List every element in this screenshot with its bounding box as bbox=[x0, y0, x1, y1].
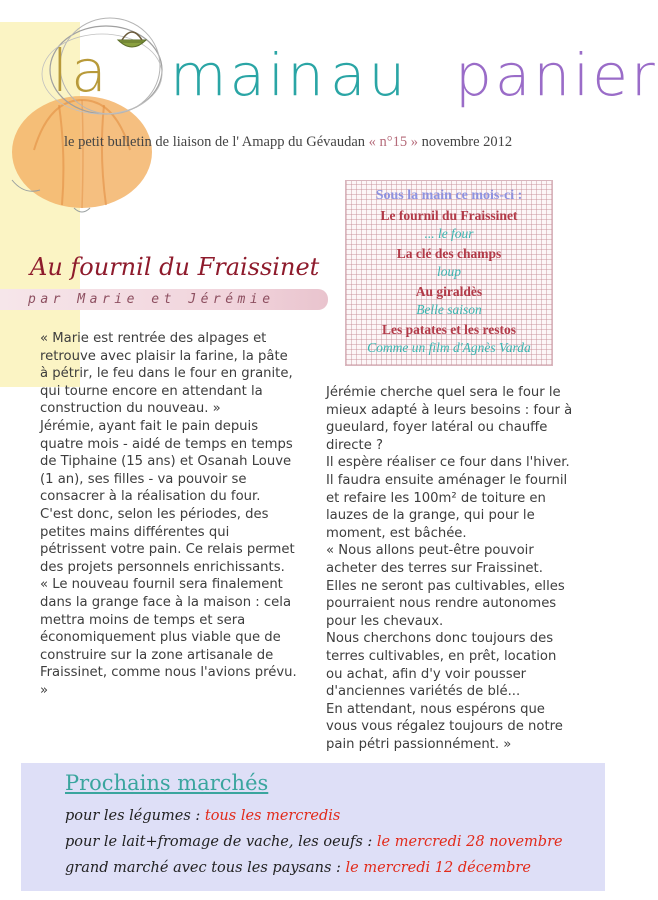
article-column-left bbox=[40, 330, 298, 699]
toc-entry-title: La clé des champs bbox=[396, 246, 502, 261]
table-of-contents bbox=[345, 180, 553, 366]
upcoming-markets-box bbox=[21, 763, 605, 891]
article-title: Au fournil du Fraissinet bbox=[30, 253, 320, 281]
article-byline: par Marie et Jérémie bbox=[28, 292, 275, 307]
market-line bbox=[65, 855, 605, 881]
masthead-word-au: au bbox=[330, 41, 409, 109]
toc-entry-title: Au giraldès bbox=[415, 284, 483, 299]
toc-entry-title: Le fournil du Fraissinet bbox=[380, 208, 518, 223]
article-paragraph: « Le nouveau fournil sera finalement dans la grange face à la maison : cela mettra moins de temps et sera économiquement plus viable que de construire sur la zone artisanale de Fraissinet, comme nous l'avions prévu. » bbox=[40, 577, 297, 698]
article-paragraph: « Nous allons peut-être pouvoir acheter des terres sur Fraissinet. Elles ne seront pas cultivables, elles pourraient nous rendre autonomes pour les chevaux. bbox=[326, 543, 565, 629]
markets-title-link[interactable]: Prochains marchés bbox=[65, 771, 269, 795]
toc-entry-subtitle: loup bbox=[436, 264, 461, 279]
article-paragraph: Il espère réaliser ce four dans l'hiver. Il faudra ensuite aménager le fournil et refaire les 100m² de toiture en lauzes de la grange, qui pour le moment, est bâchée. bbox=[326, 455, 570, 541]
toc-entry-subtitle: ... le four bbox=[424, 226, 474, 241]
article-paragraph: En attendant, nous espérons que vous vous régalez toujours de notre pain pétri passionnément. » bbox=[326, 701, 563, 752]
market-date: le mercredi 28 novembre bbox=[376, 834, 563, 850]
toc-title: Sous la main ce mois-ci : bbox=[375, 188, 523, 203]
article-paragraph: C'est donc, selon les périodes, des petites mains différentes qui pétrissent votre pain. Ce relais permet des projets personnels enrichissants. bbox=[40, 506, 295, 575]
market-line bbox=[65, 803, 605, 829]
toc-entry-subtitle: Belle saison bbox=[416, 302, 482, 317]
basket-icon bbox=[112, 24, 152, 64]
market-label: grand marché avec tous les paysans : bbox=[65, 860, 346, 876]
toc-entry-subtitle: Comme un film d'Agnès Varda bbox=[367, 340, 531, 355]
market-date: le mercredi 12 décembre bbox=[345, 860, 531, 876]
bulletin-subtitle bbox=[64, 134, 512, 151]
toc-entry[interactable] bbox=[346, 321, 552, 357]
article-paragraph: Jérémie, ayant fait le pain depuis quatre mois - aidé de temps en temps de Tiphaine (15 ans) et Osanah Louve (1 an), ses filles - va pouvoir se consacrer à la réalisation du four. bbox=[40, 418, 293, 505]
article-column-right bbox=[326, 384, 576, 753]
toc-entry[interactable] bbox=[346, 283, 552, 319]
article-paragraph: « Marie est rentrée des alpages et retrouve avec plaisir la farine, la pâte à pétrir, le feu dans le four en granite, qui tourne encore en attendant la construction du nouveau. » bbox=[40, 331, 293, 417]
article-paragraph: Nous cherchons donc toujours des terres cultivables, en prêt, location ou achat, afin d'y voir pousser d'anciennes variétés de blé... bbox=[326, 631, 557, 700]
masthead bbox=[0, 20, 658, 130]
masthead-word-main: main bbox=[170, 41, 327, 109]
article-paragraph: Jérémie cherche quel sera le four le mieux adapté à leurs besoins : four à gueulard, foyer latéral ou chauffe directe ? bbox=[326, 385, 573, 453]
subtitle-text: le petit bulletin de liaison de l' Amapp du Gévaudan bbox=[64, 134, 366, 150]
market-label: pour les légumes : bbox=[65, 808, 205, 824]
toc-entry-title: Les patates et les restos bbox=[382, 322, 516, 337]
masthead-word-la: la bbox=[52, 37, 110, 105]
issue-number: « n°15 » bbox=[368, 134, 418, 150]
toc-entry[interactable] bbox=[346, 207, 552, 243]
market-line bbox=[65, 829, 605, 855]
market-date: tous les mercredis bbox=[204, 808, 341, 824]
toc-entry[interactable] bbox=[346, 245, 552, 281]
issue-date: novembre 2012 bbox=[421, 134, 513, 150]
masthead-word-panier: panier bbox=[455, 41, 658, 109]
market-label: pour le lait+fromage de vache, les oeufs : bbox=[65, 834, 377, 850]
